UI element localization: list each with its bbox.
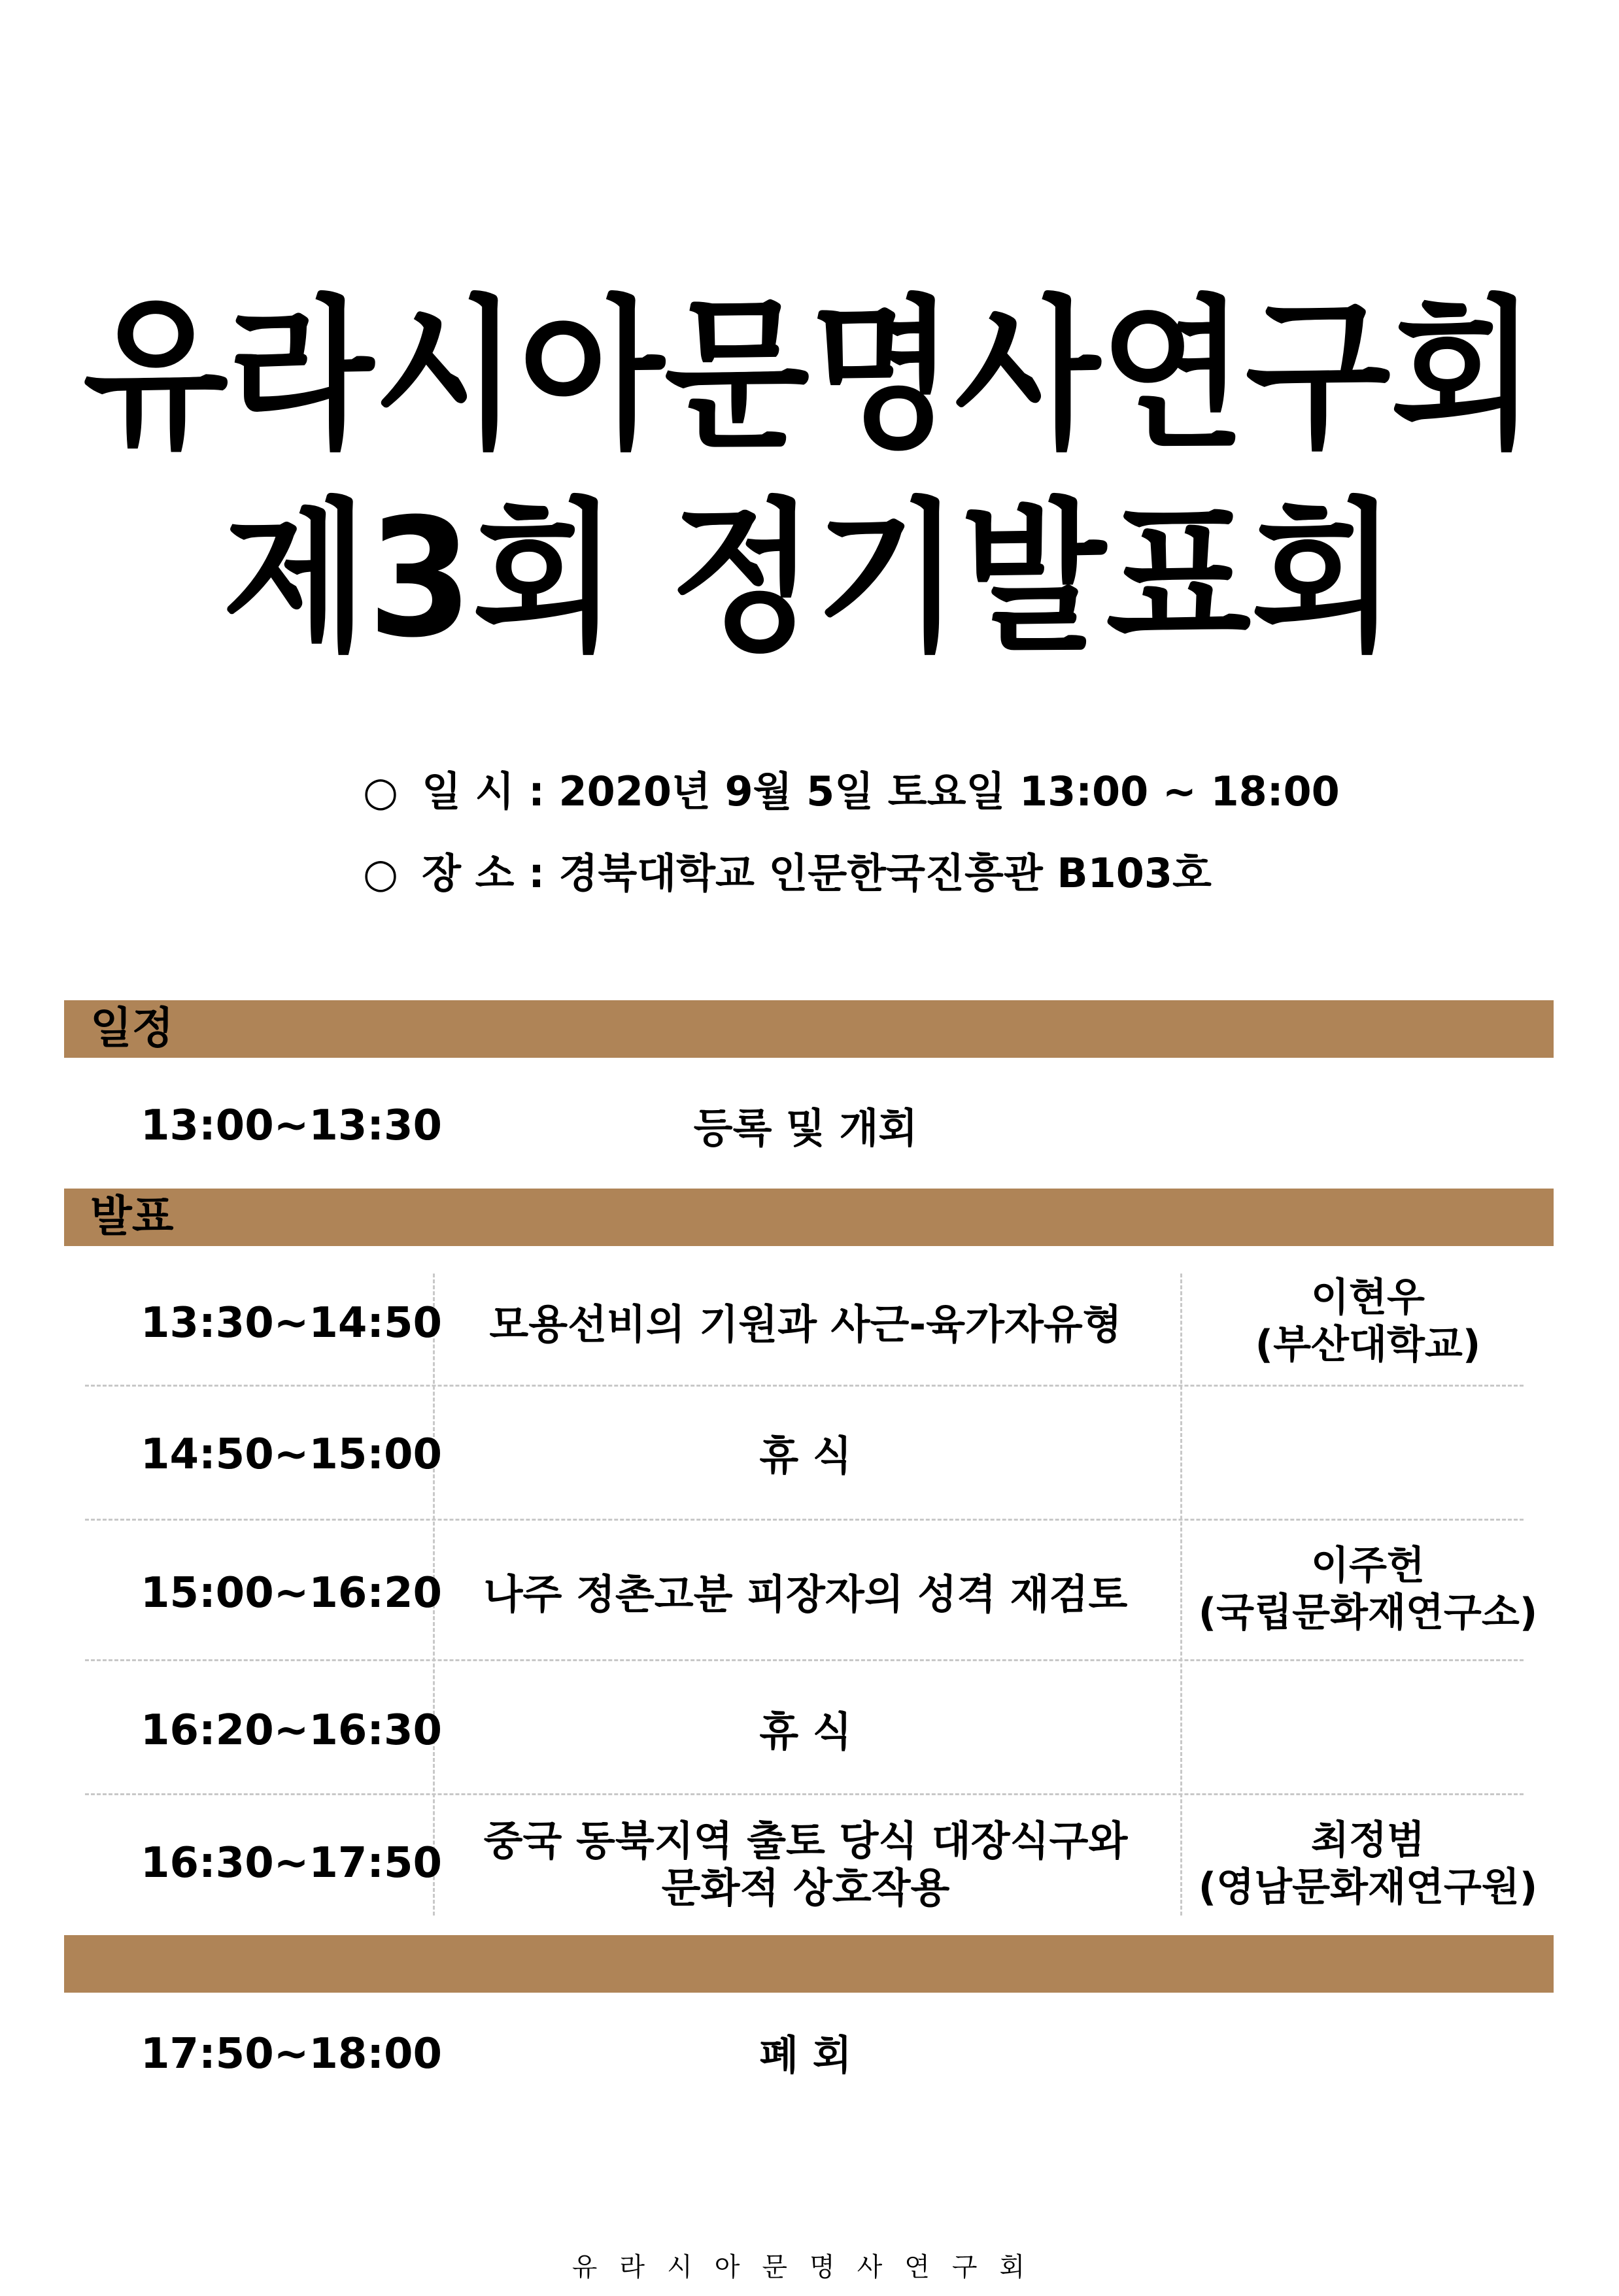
- program-time: 14:50~15:00: [141, 1430, 443, 1479]
- page-subtitle: 제3회 정기발표회: [222, 483, 1397, 673]
- info-venue-text: 장 소 : 경북대학교 인문한국진흥관 B103호: [422, 849, 1212, 897]
- section-header-label: 일정: [90, 1003, 174, 1053]
- program-affiliation: (국립문화재연구소): [1198, 1590, 1538, 1636]
- program-affiliation: (부산대학교): [1255, 1322, 1481, 1368]
- program-title: 중국 동북지역 출토 당식 대장식구와: [483, 1817, 1128, 1865]
- page-title: 유라시아문명사연구회: [83, 280, 1536, 471]
- section-header-label: 발표: [90, 1191, 174, 1241]
- info-venue: [363, 849, 1212, 897]
- program-time: 15:00~16:20: [141, 1569, 443, 1617]
- circle-bullet-icon: ○: [363, 849, 399, 897]
- program-title: 문화적 상호작용: [661, 1864, 950, 1912]
- program-title: 휴 식: [759, 1708, 852, 1755]
- row-divider: [85, 1659, 1524, 1661]
- program-presenter: 최정범: [1311, 1817, 1425, 1863]
- opening-title: 등록 및 개회: [693, 1104, 918, 1152]
- program-affiliation: (영남문화재연구원): [1198, 1865, 1538, 1910]
- row-divider: [85, 1793, 1524, 1795]
- row-divider: [85, 1519, 1524, 1521]
- program-time: 16:30~17:50: [141, 1839, 443, 1887]
- closing-time: 17:50~18:00: [141, 2030, 443, 2078]
- program-title: 휴 식: [759, 1432, 852, 1479]
- closing-title: 폐 회: [759, 2031, 852, 2079]
- section-header-schedule: [64, 1000, 1554, 1058]
- program-title: 모용선비의 기원과 사근-육가자유형: [489, 1300, 1122, 1348]
- program-presenter: 이현우: [1311, 1275, 1425, 1321]
- section-header-presentation: [64, 1189, 1554, 1246]
- opening-time: 13:00~13:30: [141, 1102, 443, 1150]
- circle-bullet-icon: ○: [363, 768, 399, 815]
- section-header-closing: [64, 1935, 1554, 1993]
- info-date-text: 일 시 : 2020년 9월 5일 토요일 13:00 ~ 18:00: [422, 768, 1340, 815]
- program-time: 13:30~14:50: [141, 1299, 443, 1347]
- footer-organization: 유라시아문명사연구회: [571, 2252, 1048, 2282]
- program-title: 나주 정촌고분 피장자의 성격 재검토: [483, 1570, 1128, 1618]
- info-date: [363, 768, 1340, 815]
- program-presenter: 이주헌: [1311, 1543, 1425, 1589]
- program-time: 16:20~16:30: [141, 1706, 443, 1755]
- row-divider: [85, 1385, 1524, 1387]
